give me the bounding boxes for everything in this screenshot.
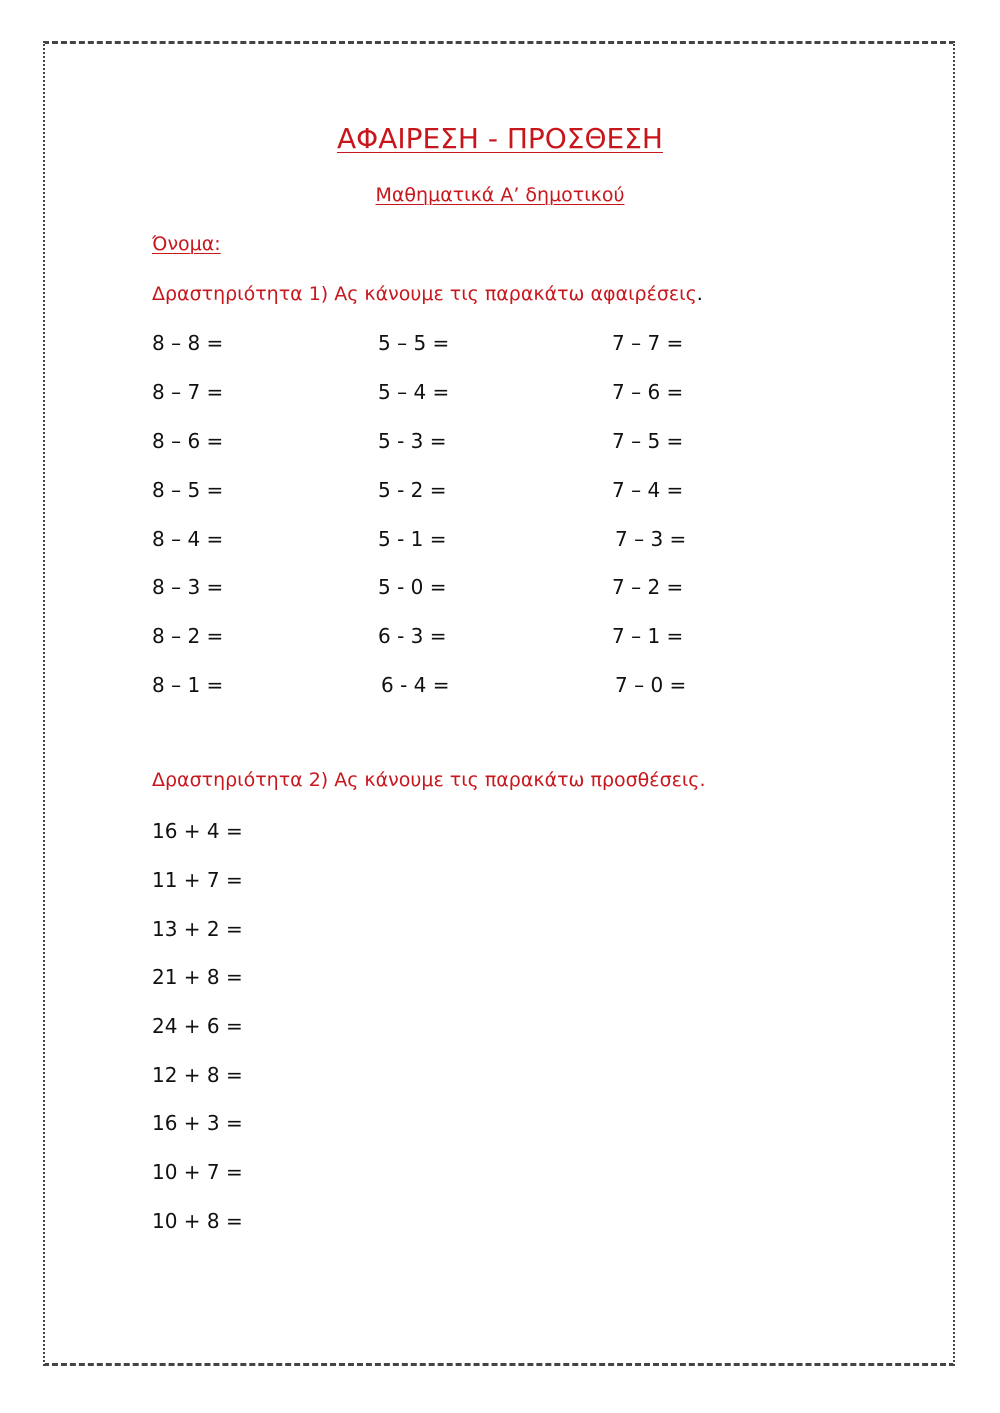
activity2-instruction: Δραστηριότητα 2) Ας κάνουμε τις παρακάτω προσθέσεις. [152,769,706,791]
addition-exercise: 24 + 6 = [152,1014,243,1038]
subtraction-exercise: 5 - 3 = [378,429,447,453]
activity1-instruction-text: Δραστηριότητα 1) Ας κάνουμε τις παρακάτω αφαιρέσεις [152,283,697,305]
activity1-instruction-period: . [696,283,703,305]
subtraction-exercise: 7 – 2 = [612,575,684,599]
addition-exercise: 12 + 8 = [152,1063,243,1087]
addition-exercise: 16 + 4 = [152,819,243,843]
addition-exercise: 10 + 7 = [152,1160,243,1184]
subtraction-exercise: 7 – 3 = [615,527,687,551]
subtraction-exercise: 8 – 5 = [152,478,224,502]
activity1-instruction [152,283,703,305]
subtraction-exercise: 7 – 5 = [612,429,684,453]
subtraction-exercise: 7 – 7 = [612,331,684,355]
addition-exercise: 11 + 7 = [152,868,243,892]
subtraction-exercise: 7 – 1 = [612,624,684,648]
subtraction-exercise: 8 – 8 = [152,331,224,355]
subtraction-exercise: 5 – 5 = [378,331,450,355]
addition-exercise: 10 + 8 = [152,1209,243,1233]
subtraction-exercise: 5 - 1 = [378,527,447,551]
subtraction-exercise: 7 – 6 = [612,380,684,404]
subtraction-exercise: 8 – 3 = [152,575,224,599]
addition-exercise: 16 + 3 = [152,1111,243,1135]
subtraction-exercise: 7 – 0 = [615,673,687,697]
subtraction-exercise: 7 – 4 = [612,478,684,502]
subtraction-exercise: 8 – 6 = [152,429,224,453]
subtraction-exercise: 5 – 4 = [378,380,450,404]
worksheet-title: ΑΦΑΙΡΕΣΗ - ΠΡΟΣΘΕΣΗ [337,122,663,155]
subtraction-exercise: 6 - 4 = [381,673,450,697]
addition-exercise: 13 + 2 = [152,917,243,941]
subtraction-exercise: 8 – 2 = [152,624,224,648]
subtraction-exercise: 8 – 1 = [152,673,224,697]
worksheet-subtitle: Μαθηματικά Α’ δημοτικού [375,184,625,206]
subtraction-exercise: 5 - 0 = [378,575,447,599]
subtraction-exercise: 6 - 3 = [378,624,447,648]
name-label: Όνομα: [152,233,221,255]
subtraction-exercise: 8 – 4 = [152,527,224,551]
addition-exercise: 21 + 8 = [152,965,243,989]
subtraction-exercise: 8 – 7 = [152,380,224,404]
subtraction-exercise: 5 - 2 = [378,478,447,502]
